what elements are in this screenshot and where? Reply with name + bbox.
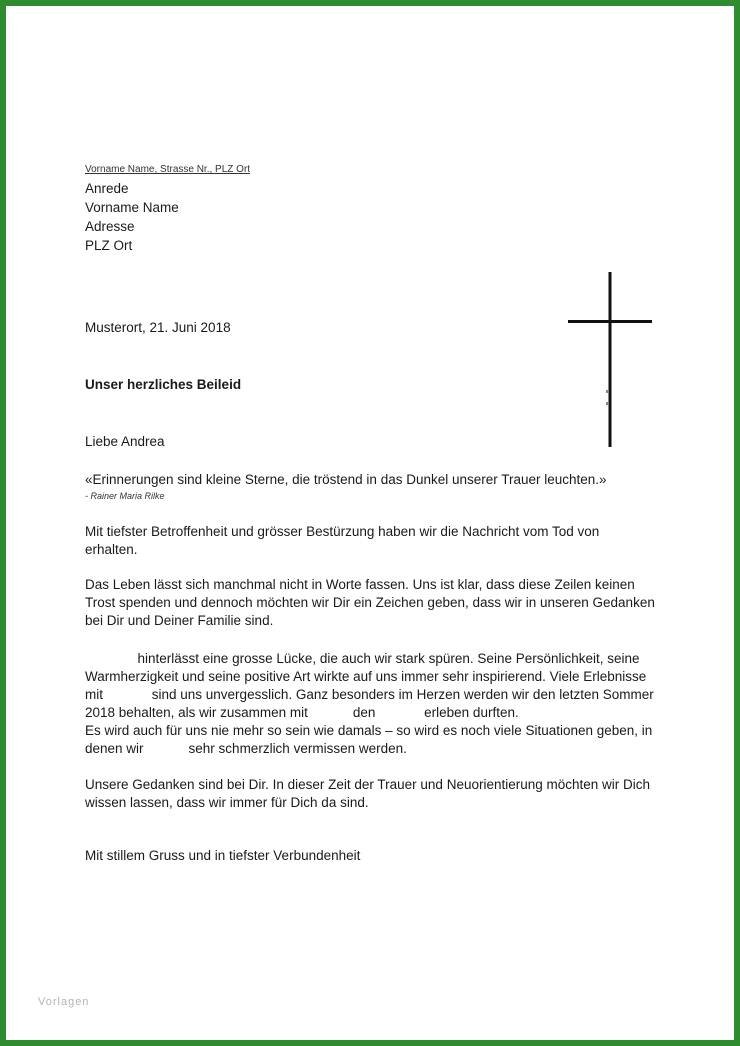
paragraph-line: 2018 behalten, als wir zusammen mit den erleben durften. [85, 705, 519, 720]
paragraph-line: Warmherzigkeit und seine positive Art wirkte auf uns immer sehr inspirierend. Viele Erlebnisse [85, 669, 647, 684]
sender-line: Vorname Name, Strasse Nr., PLZ Ort [85, 164, 251, 175]
paragraph-support [85, 776, 650, 812]
paragraph-line: mit sind uns unvergesslich. Ganz besonders im Herzen werden wir den letzten Sommer [85, 687, 654, 702]
quote-author: - Rainer Maria Rilke [85, 491, 165, 501]
recipient-city: PLZ Ort [85, 238, 133, 253]
recipient-name: Vorname Name [85, 200, 179, 215]
letter-date: Musterort, 21. Juni 2018 [85, 320, 231, 335]
paragraph-line: bei Dir und Deiner Familie sind. [85, 613, 274, 628]
recipient-salutation: Anrede [85, 181, 129, 196]
paragraph-line: hinterlässt eine grosse Lücke, die auch wir stark spüren. Seine Persönlichkeit, seine [85, 651, 640, 666]
paragraph-line: denen wir sehr schmerzlich vermissen werden. [85, 741, 407, 756]
paragraph-line: Unsere Gedanken sind bei Dir. In dieser Zeit der Trauer und Neuorientierung möchten wir Dich [85, 777, 651, 792]
paragraph-line: Das Leben lässt sich manchmal nicht in Worte fassen. Uns ist klar, dass diese Zeilen keinen [85, 577, 635, 592]
paragraph-memories [85, 650, 654, 758]
letter-subject: Unser herzliches Beileid [85, 377, 242, 392]
paragraph-line: wissen lassen, dass wir immer für Dich da sind. [85, 795, 369, 810]
paragraph-line: erhalten. [85, 542, 138, 557]
recipient-street: Adresse [85, 219, 135, 234]
cross-icon [562, 272, 652, 447]
paragraph-line: Trost spenden und dennoch möchten wir Dir ein Zeichen geben, dass wir in unseren Gedanken [85, 595, 655, 610]
paragraph-comfort [85, 576, 655, 630]
paragraph-condolence [85, 523, 599, 559]
letter-salutation: Liebe Andrea [85, 434, 165, 449]
paragraph-line: Mit tiefster Betroffenheit und grösser Bestürzung haben wir die Nachricht vom Tod von [85, 524, 600, 539]
recipient-address [85, 179, 179, 255]
letter-closing: Mit stillem Gruss und in tiefster Verbundenheit [85, 848, 361, 863]
watermark: Vorlagen [38, 996, 90, 1008]
paragraph-line: Es wird auch für uns nie mehr so sein wie damals – so wird es noch viele Situationen geben, in [85, 723, 653, 738]
quote-text: «Erinnerungen sind kleine Sterne, die tröstend in das Dunkel unserer Trauer leuchten.» [85, 472, 607, 487]
